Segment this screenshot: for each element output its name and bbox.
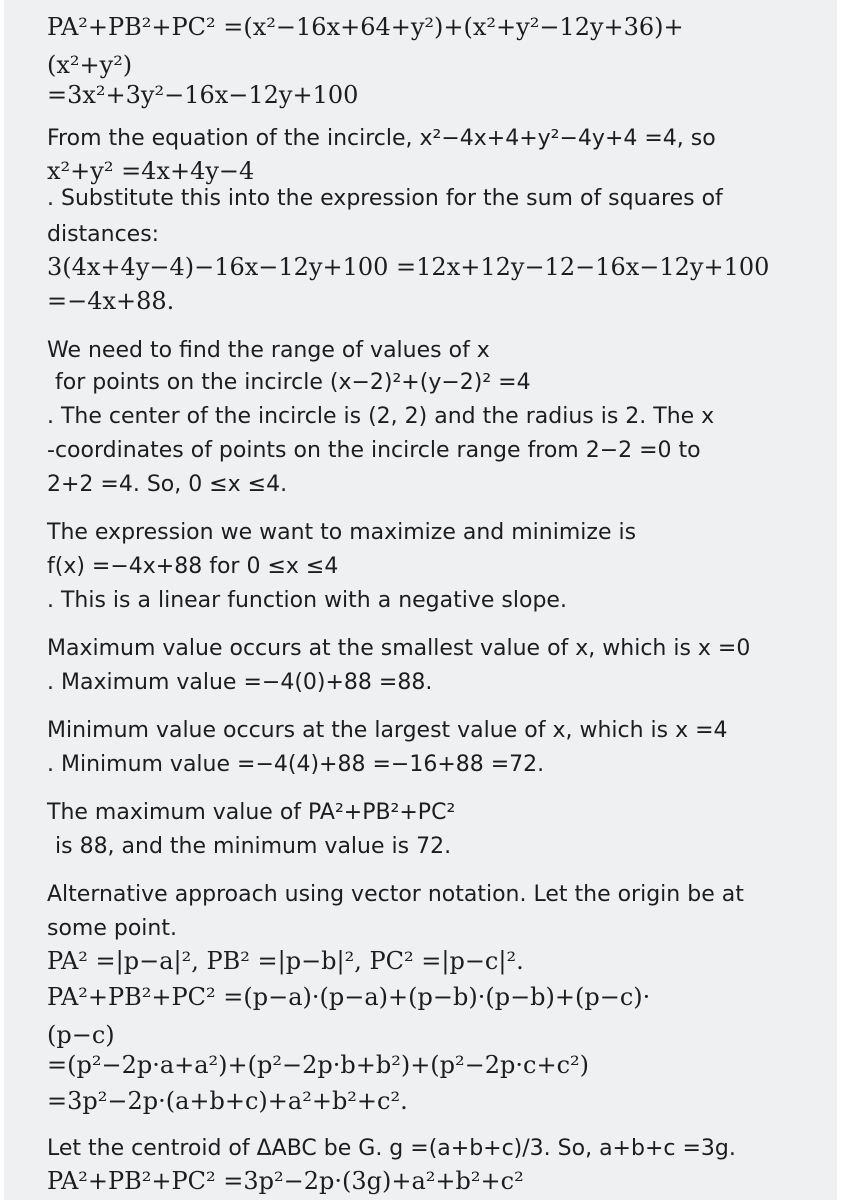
text-line: The expression we want to maximize and minimize is	[47, 520, 637, 545]
text-line: . Substitute this into the expression for the sum of squares of	[47, 186, 723, 211]
math-line: PA²+PB²+PC² =(x²−16x+64+y²)+(x²+y²−12y+36)+	[47, 13, 684, 41]
text-line: -coordinates of points on the incircle range from 2−2 =0 to	[47, 438, 701, 463]
math-line: x²+y² =4x+4y−4	[47, 157, 255, 185]
math-line: =3p²−2p·(a+b+c)+a²+b²+c².	[47, 1087, 408, 1115]
text-line: . Maximum value =−4(0)+88 =88.	[47, 670, 433, 695]
math-line: PA²+PB²+PC² =(p−a)·(p−a)+(p−b)·(p−b)+(p−c)·	[47, 983, 651, 1011]
text-line: for points on the incircle (x−2)²+(y−2)² =4	[55, 370, 531, 395]
text-line: . This is a linear function with a negative slope.	[47, 588, 567, 613]
text-line: Alternative approach using vector notation. Let the origin be at	[47, 882, 744, 907]
text-line: . Minimum value =−4(4)+88 =−16+88 =72.	[47, 752, 545, 777]
text-line: Let the centroid of ΔABC be G. g =(a+b+c)/3. So, a+b+c =3g.	[47, 1136, 736, 1161]
right-border	[837, 0, 841, 1200]
math-line: PA²+PB²+PC² =3p²−2p·(3g)+a²+b²+c²	[47, 1167, 524, 1195]
text-line: . The center of the incircle is (2, 2) and the radius is 2. The x	[47, 404, 715, 429]
text-line: We need to find the range of values of x	[47, 338, 490, 363]
text-line: From the equation of the incircle, x²−4x+4+y²−4y+4 =4, so	[47, 126, 716, 151]
math-line: 3(4x+4y−4)−16x−12y+100 =12x+12y−12−16x−12y+100	[47, 253, 770, 281]
text-line: Maximum value occurs at the smallest value of x, which is x =0	[47, 636, 751, 661]
text-line: 2+2 =4. So, 0 ≤x ≤4.	[47, 472, 288, 497]
text-line: distances:	[47, 222, 160, 247]
text-line: is 88, and the minimum value is 72.	[55, 834, 452, 859]
math-line: =−4x+88.	[47, 287, 175, 315]
text-line: The maximum value of PA²+PB²+PC²	[47, 800, 456, 825]
math-line: =3x²+3y²−16x−12y+100	[47, 81, 359, 109]
math-line: PA² =|p−a|², PB² =|p−b|², PC² =|p−c|².	[47, 947, 524, 975]
math-line: =(p²−2p·a+a²)+(p²−2p·b+b²)+(p²−2p·c+c²)	[47, 1051, 589, 1079]
math-line: (x²+y²)	[47, 51, 133, 79]
left-border	[0, 0, 4, 1200]
text-line: f(x) =−4x+88 for 0 ≤x ≤4	[47, 554, 339, 579]
math-line: (p−c)	[47, 1021, 115, 1049]
text-line: Minimum value occurs at the largest value of x, which is x =4	[47, 718, 728, 743]
text-line: some point.	[47, 916, 177, 941]
